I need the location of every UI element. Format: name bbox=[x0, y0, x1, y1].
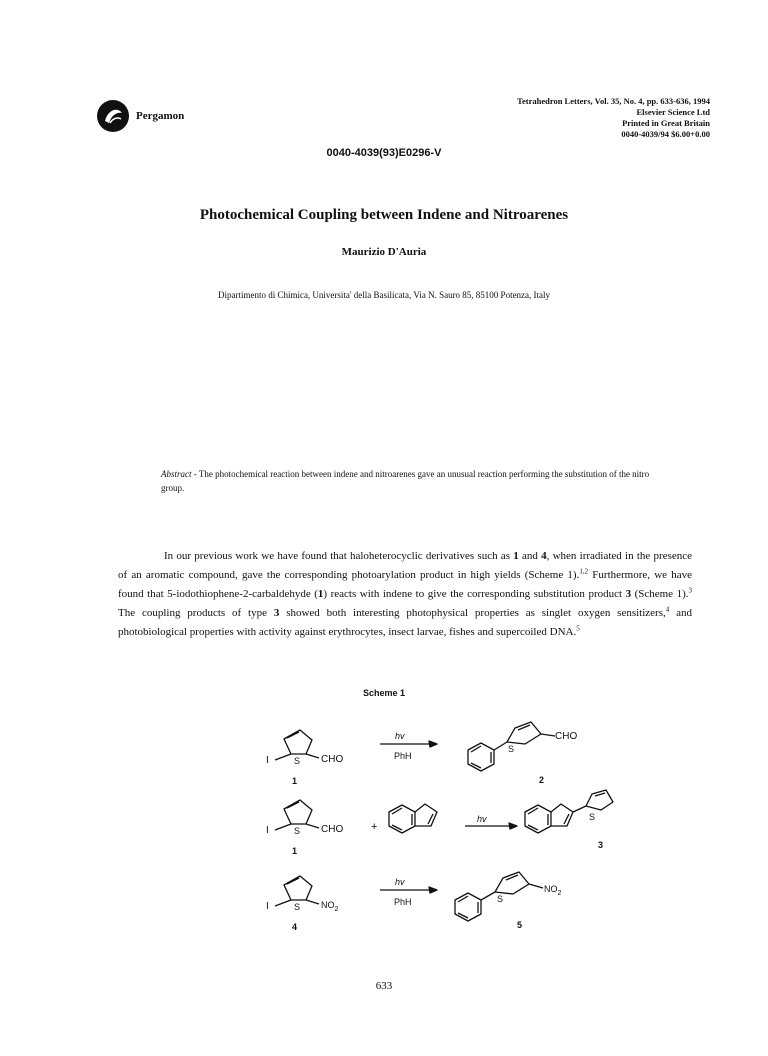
author-affiliation: Dipartimento di Chimica, Universita' della Basilicata, Via N. Sauro 85, 85100 Potenza, Italy bbox=[217, 290, 551, 300]
abstract bbox=[161, 467, 661, 495]
reagent-label: PhH bbox=[394, 897, 412, 907]
article-doi: 0040-4039(93)E0296-V bbox=[326, 147, 442, 159]
journal-citation bbox=[450, 96, 710, 140]
group-label: $NO_2$ bbox=[544, 884, 562, 897]
article-title: Photochemical Coupling between Indene and Nitroarenes bbox=[199, 207, 569, 223]
compound-number: 2 bbox=[539, 775, 545, 785]
publisher-name: Pergamon bbox=[136, 110, 185, 122]
group-label: CHO bbox=[555, 731, 578, 742]
reagent-label: hv bbox=[395, 731, 405, 741]
journal-line: Elsevier Science Ltd bbox=[636, 107, 710, 117]
text-run: The coupling products of type bbox=[118, 607, 274, 619]
indenyl-thiophene-aldehyde-3 bbox=[525, 790, 613, 833]
group-label: $NO_2$ bbox=[321, 900, 339, 913]
citation-ref: 1,2 bbox=[579, 567, 589, 576]
text-run: and bbox=[518, 550, 542, 562]
atom-label: S bbox=[294, 826, 301, 836]
iodonitrothiophene-4 bbox=[266, 876, 339, 913]
compound-ref: 1 bbox=[513, 550, 519, 562]
text-run: , when irradiated in the presence of an aromatic compound, gave the corresponding photoarylation product in high yields (Scheme 1). bbox=[118, 550, 692, 581]
atom-label: I bbox=[266, 901, 269, 912]
phenylnitrothiophene-5 bbox=[455, 872, 562, 921]
compound-number: 4 bbox=[292, 922, 298, 932]
compound-ref: 3 bbox=[625, 588, 632, 600]
compound-number: 1 bbox=[292, 776, 298, 786]
thiophene-aldehyde-1 bbox=[266, 730, 343, 766]
article-author: Maurizio D'Auria bbox=[341, 246, 427, 258]
atom-label: I bbox=[266, 755, 269, 766]
reaction-scheme bbox=[255, 712, 615, 942]
text-run: Furthermore, we have found that 5-iodothiophene-2-carbaldehyde ( bbox=[118, 569, 693, 600]
scheme-title: Scheme 1 bbox=[362, 688, 406, 698]
atom-label: S bbox=[508, 744, 515, 754]
thiophene-aldehyde-1 bbox=[266, 800, 343, 836]
atom-label: S bbox=[497, 894, 504, 904]
compound-number: 3 bbox=[598, 840, 604, 850]
phenylthiophene-aldehyde-2 bbox=[468, 722, 577, 771]
reaction-arrow bbox=[465, 814, 517, 829]
reaction-arrow bbox=[380, 731, 437, 761]
reagent-label: PhH bbox=[394, 751, 412, 761]
indene bbox=[389, 804, 437, 833]
text-run: In our previous work we have found that haloheterocyclic derivatives such as bbox=[164, 550, 514, 562]
compound-ref: 1 bbox=[317, 588, 324, 600]
compound-ref: 4 bbox=[541, 550, 547, 562]
citation-ref: 3 bbox=[688, 586, 692, 595]
reagent-label: hv bbox=[395, 877, 405, 887]
atom-label: S bbox=[294, 902, 301, 912]
citation-ref: 5 bbox=[576, 624, 580, 633]
text-run: showed both interesting photophysical properties as singlet oxygen sensitizers, bbox=[279, 607, 666, 619]
plus-sign: + bbox=[371, 821, 378, 833]
group-label: CHO bbox=[321, 824, 344, 835]
body-paragraph bbox=[118, 547, 692, 642]
compound-number: 1 bbox=[292, 846, 298, 856]
page-number: 633 bbox=[375, 980, 393, 992]
journal-line: Tetrahedron Letters, Vol. 35, No. 4, pp. 633-636, 1994 bbox=[517, 96, 710, 106]
atom-label: S bbox=[294, 756, 301, 766]
reagent-label: hv bbox=[477, 814, 487, 824]
group-label: CHO bbox=[321, 754, 344, 765]
citation-ref: 4 bbox=[665, 605, 670, 614]
abstract-text: - The photochemical reaction between indene and nitroarenes gave an unusual reaction performing the substitution of the nitro group. bbox=[161, 469, 650, 493]
reaction-arrow bbox=[380, 877, 437, 907]
pergamon-logo-icon bbox=[96, 99, 130, 133]
journal-line: Printed in Great Britain bbox=[622, 118, 710, 128]
atom-label: I bbox=[266, 825, 269, 836]
compound-number: 5 bbox=[517, 920, 523, 930]
abstract-label: Abstract bbox=[161, 469, 192, 479]
compound-ref: 3 bbox=[273, 607, 280, 619]
atom-label: S bbox=[589, 812, 596, 822]
text-run: and photobiological properties with activity against erythrocytes, insect larvae, fishes and supercoiled DNA. bbox=[118, 607, 692, 638]
text-run: (Scheme 1). bbox=[631, 588, 689, 600]
journal-line: 0040-4039/94 $6.00+0.00 bbox=[621, 129, 710, 139]
text-run: ) reacts with indene to give the corresponding substitution product bbox=[323, 588, 626, 600]
